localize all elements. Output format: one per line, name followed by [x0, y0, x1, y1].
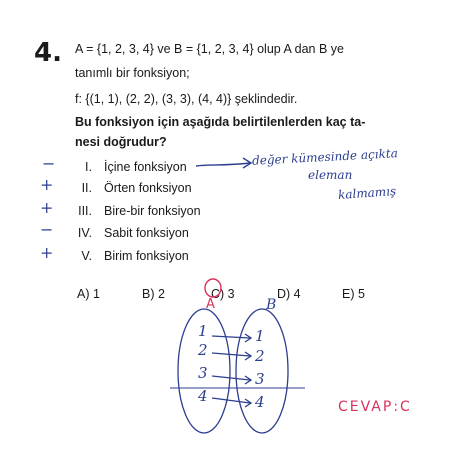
- selected-option-circle: [205, 279, 221, 297]
- set-b-label: B: [266, 297, 277, 313]
- statement-3-roman: III.: [78, 204, 92, 218]
- set-a-label: A: [206, 297, 215, 312]
- question-line-1: A = {1, 2, 3, 4} ve B = {1, 2, 3, 4} olup A dan B ye: [75, 42, 344, 56]
- note-line-3: kalmamış: [337, 183, 397, 203]
- statement-1-text: İçine fonksiyon: [104, 160, 187, 174]
- option-b: B) 2: [142, 287, 165, 301]
- statement-3-text: Bire-bir fonksiyon: [104, 204, 201, 218]
- statement-5-roman: V.: [81, 249, 92, 263]
- statement-1-roman: I.: [85, 160, 92, 174]
- function-definition: f: {(1, 1), (2, 2), (3, 3), (4, 4)} şeklindedir.: [75, 92, 298, 106]
- set-b-element-3: 3: [255, 370, 265, 388]
- set-a-element-1: 1: [198, 322, 208, 340]
- statement-4-marker: −: [40, 220, 54, 239]
- note-line-1: değer kümesinde açıkta: [251, 146, 399, 168]
- option-a: A) 1: [77, 287, 100, 301]
- set-b-element-2: 2: [255, 347, 265, 365]
- option-e: E) 5: [342, 287, 365, 301]
- statement-5-marker: +: [40, 243, 54, 262]
- set-a-element-3: 3: [198, 364, 208, 382]
- mapping-arrow-1: [212, 336, 250, 338]
- mapping-arrow-4: [212, 398, 250, 403]
- statement-2-marker: +: [40, 175, 54, 194]
- handwritten-answer: CEVAP:C: [338, 399, 412, 415]
- set-a-element-2: 2: [198, 341, 208, 359]
- question-number: 4.: [34, 38, 62, 68]
- statement-3-marker: +: [40, 198, 54, 217]
- note-arrow: [196, 163, 250, 166]
- note-line-2: eleman: [308, 168, 353, 182]
- mapping-arrow-3: [212, 376, 250, 380]
- set-a-element-4: 4: [198, 387, 208, 405]
- statement-2-roman: II.: [81, 181, 92, 195]
- prompt-line-2: nesi doğrudur?: [75, 135, 167, 149]
- set-b-element-1: 1: [255, 327, 265, 345]
- set-b-element-4: 4: [255, 393, 265, 411]
- statement-4-text: Sabit fonksiyon: [104, 226, 189, 240]
- prompt-line-1: Bu fonksiyon için aşağıda belirtilenlerden kaç ta-: [75, 115, 366, 129]
- option-c: C) 3: [211, 287, 235, 301]
- statement-4-roman: IV.: [77, 226, 92, 240]
- mapping-arrow-2: [212, 353, 250, 356]
- statement-2-text: Örten fonksiyon: [104, 181, 192, 195]
- option-d: D) 4: [277, 287, 301, 301]
- statement-5-text: Birim fonksiyon: [104, 249, 189, 263]
- statement-1-marker: −: [42, 154, 56, 173]
- question-line-2: tanımlı bir fonksiyon;: [75, 66, 190, 80]
